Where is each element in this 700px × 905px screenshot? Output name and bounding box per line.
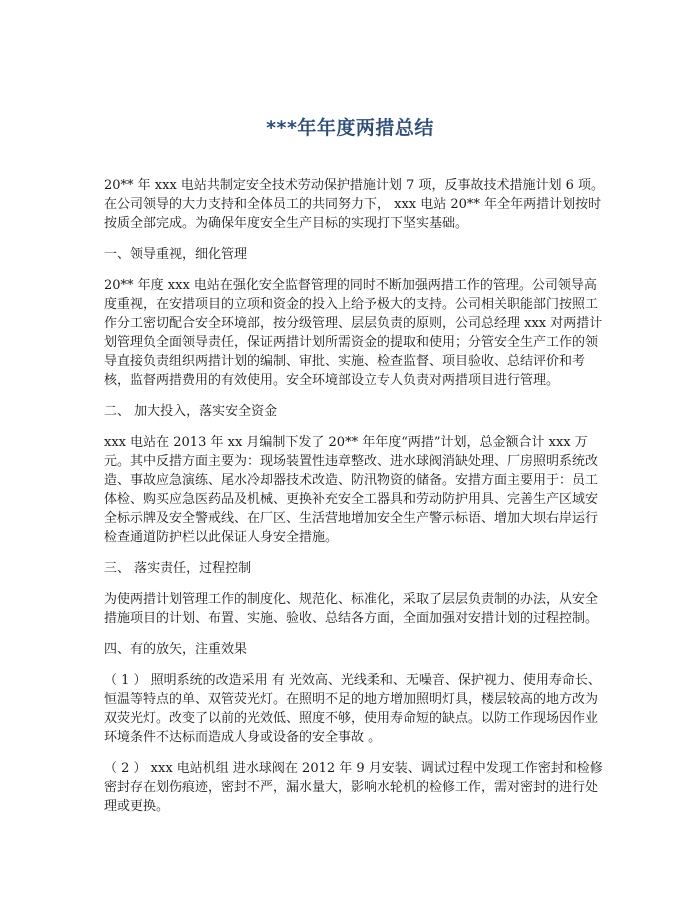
section-heading-4: 四、有的放矢，注重效果 xyxy=(104,642,248,657)
intro-paragraph: 20** 年 xxx 电站共制定安全技术劳动保护措施计划 7 项，反事故技术措施计划 6 项。在公司领导的大力支持和全体员工的共同努力下， xxx 电站 20** 年全年两措计划按时按质全部完成。为确保年度安全生产目标的实现打下坚实基础。 xyxy=(104,178,605,231)
section-heading-1: 一、领导重视，细化管理 xyxy=(104,247,248,262)
document-body xyxy=(104,176,604,828)
document-title: ***年年度两措总结 xyxy=(266,117,434,139)
section-heading-3: 三、 落实责任，过程控制 xyxy=(104,561,252,576)
section-heading-2: 二、 加大投入，落实安全资金 xyxy=(104,404,278,419)
section-4-item-2: （ 2 ） xxx 电站机组 进水球阀在 2012 年 9 月安装、调试过程中发现工作密封和检修密封存在划伤痕迹，密封不严，漏水量大，影响水轮机的检修工作，需对密封的进行处理或更换。 xyxy=(104,761,603,814)
section-3-paragraph: 为使两措计划管理工作的制度化、规范化、标准化，采取了层层负责制的办法，从安全措施项目的计划、布置、实施、验收、总结各方面，全面加强对安措计划的过程控制。 xyxy=(104,592,599,626)
section-1-paragraph: 20** 年度 xxx 电站在强化安全监督管理的同时不断加强两措工作的管理。公司领导高度重视，在安措项目的立项和资金的投入上给予极大的支持。公司相关职能部门按照工作分工密切配合安全环境部，按分级管理、层层负责的原则，公司总经理 xxx 对两措计划管理负全面领导责任，保证两措计划所需资金的提取和使用；分管安全生产工作的领导直接负责组织两措计划的编制、审批、实施、检查监督、项目验收、总结评价和考核，监督两措费用的有效使用。安全环境部设立专人负责对两措项目进行管理。 xyxy=(104,278,603,388)
section-2-paragraph: xxx 电站在 2013 年 xx 月编制下发了 20** 年年度“两措”计划，总金额合计 xxx 万元。其中反措方面主要为：现场装置性违章整改、进水球阀消缺处理、厂房照明系统改造、事故应急演练、尾水冷却器技术改造、防汛物资的储备。安措方面主要用于：员工体检、购买应急医药品及机械、更换补充安全工器具和劳动防护用具、完善生产区域安全标示牌及安全警戒线、在厂区、生活营地增加安全生产警示标语、增加大坝右岸运行检查通道防护栏以此保证人身安全措施。 xyxy=(104,435,599,545)
section-4-item-1: （ 1 ） 照明系统的改造采用 有 光效高、光线柔和、无噪音、保护视力、使用寿命长、恒温等特点的单、双管荧光灯。在照明不足的地方增加照明灯具，楼层较高的地方改为双荧光灯。改变了以前的光效低、照度不够，使用寿命短的缺点。以防工作现场因作业环境条件不达标而造成人身或设备的安全事故 。 xyxy=(104,673,601,745)
